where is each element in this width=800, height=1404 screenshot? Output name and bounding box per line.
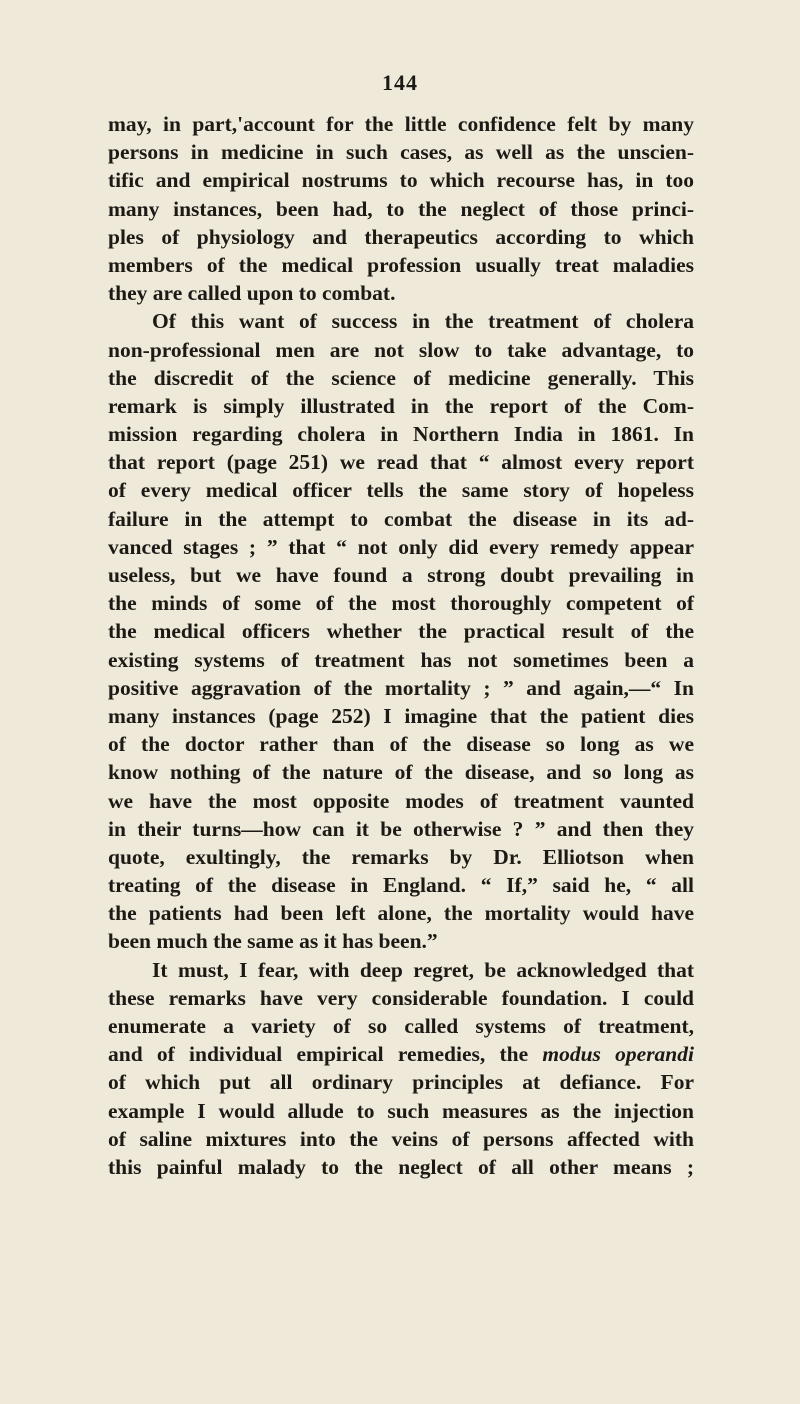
text-line: [108, 984, 694, 1012]
text-line: [108, 307, 694, 335]
line-text: useless, but we have found a strong doubt prevailing in: [108, 563, 694, 587]
text-line: [108, 420, 694, 448]
text-line: [108, 674, 694, 702]
line-text: quote, exultingly, the remarks by Dr. Elliotson when: [108, 844, 694, 869]
text-line: [108, 561, 694, 589]
text-line: [108, 251, 694, 279]
text-line: [108, 166, 694, 194]
text-line: [108, 617, 694, 645]
line-text: positive aggravation of the mortality ; ” and again,—“ In: [108, 675, 694, 700]
text-line: [108, 279, 694, 307]
line-text: and of individual empirical remedies, the: [108, 1042, 529, 1067]
line-text: failure in the attempt to combat the disease in its ad-: [108, 506, 694, 531]
line-text: they are called upon to combat.: [108, 281, 396, 306]
text-line: [108, 702, 694, 730]
line-text: of saline mixtures into the veins of persons affected with: [108, 1126, 694, 1151]
line-text: example I would allude to such measures as the injection: [108, 1098, 694, 1123]
text-line: [108, 448, 694, 476]
line-text: been much the same as it has been.”: [108, 929, 438, 954]
line-text: Of this want of success in the treatment of cholera: [152, 309, 694, 334]
line-text: this painful malady to the neglect of all other means ;: [108, 1154, 694, 1179]
text-line: [108, 336, 694, 364]
text-line: [108, 1012, 694, 1040]
line-text: that report (page 251) we read that “ almost every report: [108, 450, 694, 475]
line-text: non-professional men are not slow to take advantage, to: [108, 337, 694, 362]
line-text: the minds of some of the most thoroughly competent of: [108, 591, 694, 616]
line-text: members of the medical profession usually treat maladies: [108, 252, 694, 277]
text-line: [108, 589, 694, 617]
text-line: [108, 533, 694, 561]
text-line: [108, 138, 694, 166]
line-text: many instances, been had, to the neglect of those princi-: [108, 196, 694, 221]
text-line: [108, 899, 694, 927]
line-text: the patients had been left alone, the mortality would have: [108, 901, 694, 926]
line-text: treating of the disease in England. “ If,” said he, “ all: [108, 873, 694, 898]
line-text: existing systems of treatment has not sometimes been a: [108, 647, 694, 672]
text-line: [108, 195, 694, 223]
text-line: [108, 1097, 694, 1125]
line-text: of every medical officer tells the same story of hopeless: [108, 478, 694, 503]
text-line: [108, 730, 694, 758]
line-text: enumerate a variety of so called systems of treatment,: [108, 1014, 694, 1038]
text-line: [108, 223, 694, 251]
line-text: It must, I fear, with deep regret, be acknowledged that: [152, 957, 694, 982]
line-text: may, in part,'account for the little confidence felt by many: [108, 112, 694, 136]
line-text: know nothing of the nature of the disease, and so long as: [108, 760, 694, 785]
text-line: [108, 871, 694, 899]
text-line: [108, 646, 694, 674]
line-text: many instances (page 252) I imagine that the patient dies: [108, 703, 694, 728]
text-line: [108, 927, 694, 955]
line-text: in their turns—how can it be otherwise ? ” and then they: [108, 816, 694, 841]
line-text: the discredit of the science of medicine generally. This: [108, 365, 694, 390]
line-text: these remarks have very considerable foundation. I could: [108, 985, 694, 1010]
text-line: [108, 364, 694, 392]
text-line: [108, 1125, 694, 1153]
text-line: [108, 758, 694, 786]
text-line: [108, 476, 694, 504]
line-text: we have the most opposite modes of treatment vaunted: [108, 788, 694, 813]
line-text: of which put all ordinary principles at defiance. For: [108, 1070, 694, 1095]
line-text: remark is simply illustrated in the report of the Com-: [108, 393, 694, 418]
line-text: persons in medicine in such cases, as well as the unscien-: [108, 140, 694, 165]
line-text: the medical officers whether the practical result of the: [108, 619, 694, 644]
page-number: 144: [382, 70, 418, 95]
text-line: [108, 956, 694, 984]
line-text: tific and empirical nostrums to which recourse has, in too: [108, 168, 694, 193]
text-line: [108, 787, 694, 815]
line-text: mission regarding cholera in Northern India in 1861. In: [108, 422, 694, 447]
text-line: [108, 1068, 694, 1096]
text-line: [108, 1153, 694, 1181]
text-line: [108, 815, 694, 843]
line-text: vanced stages ; ” that “ not only did every remedy appear: [108, 534, 694, 559]
text-line: [108, 1040, 694, 1068]
text-line: [108, 505, 694, 533]
text-line: [108, 392, 694, 420]
line-text: ples of physiology and therapeutics according to which: [108, 224, 694, 249]
text-line: [108, 843, 694, 871]
body-text: [108, 110, 694, 1181]
italic-phrase: modus operandi: [542, 1042, 694, 1067]
line-text: of the doctor rather than of the disease so long as we: [108, 732, 694, 757]
text-line: [108, 110, 694, 138]
